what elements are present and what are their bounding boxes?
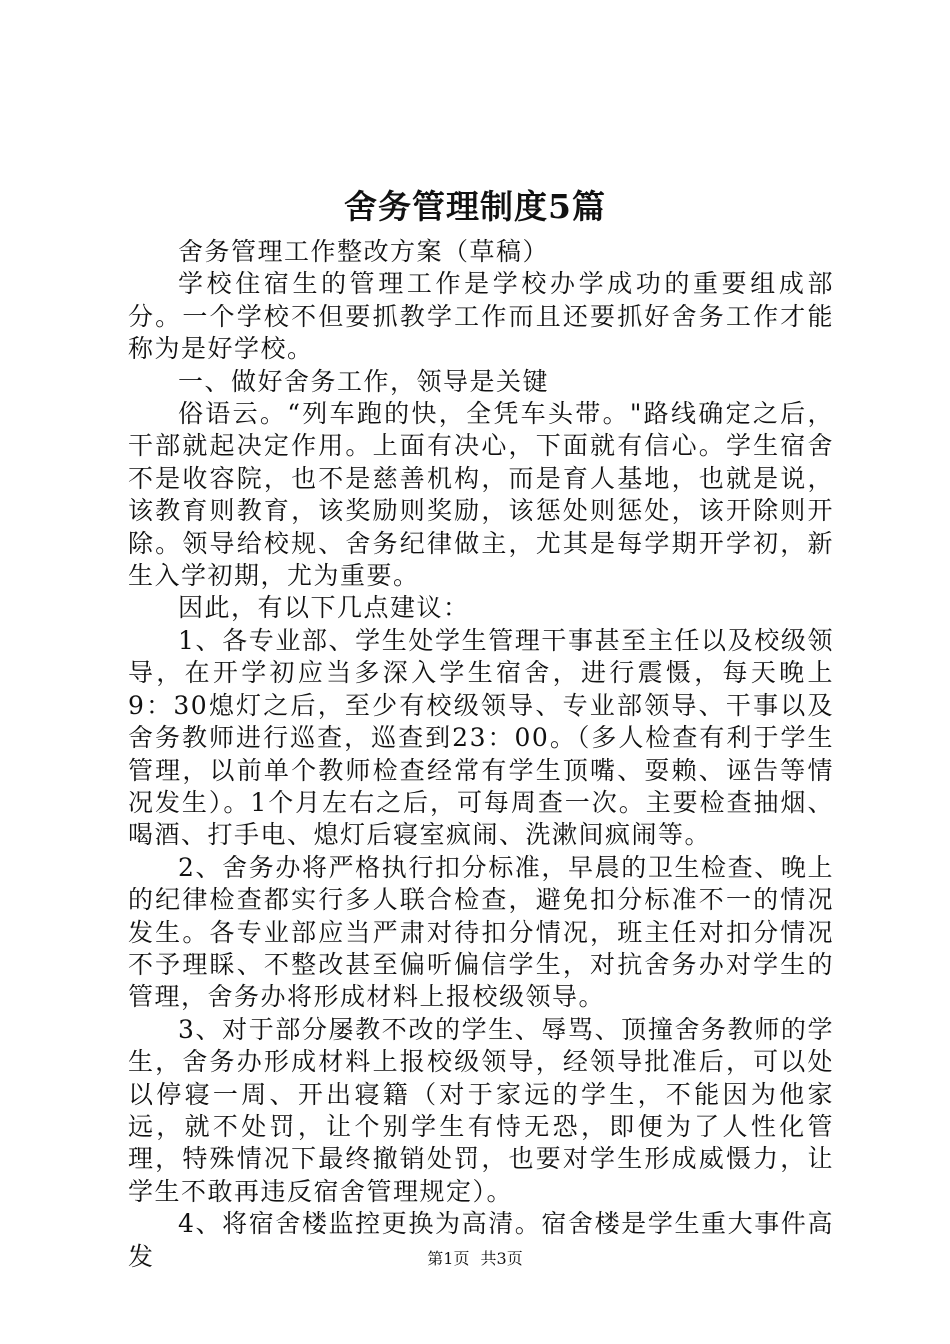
paragraph: 因此，有以下几点建议： <box>178 593 470 623</box>
page-footer <box>0 1248 950 1270</box>
document-title: 舍务管理制度5篇 <box>344 187 606 226</box>
paragraph: 3、对于部分屡教不改的学生、辱骂、顶撞舍务教师的学生，舍务办形成材料上报校级领导，经领导批准后，可以处以停寝一周、开出寝籍（对于家远的学生，不能因为他家远，就不处罚，让个别学生有恃无恐，即便为了人性化管理，特殊情况下最终撤销处罚，也要对学生形成威慑力，让学生不敢再违反宿舍管理规定）。 <box>128 1014 834 1206</box>
paragraph: 1、各专业部、学生处学生管理干事甚至主任以及校级领导，在开学初应当多深入学生宿舍，进行震慑，每天晚上9：30熄灯之后，至少有校级领导、专业部领导、干事以及舍务教师进行巡查，巡查到23：00。（多人检查有利于学生管理，以前单个教师检查经常有学生顶嘴、耍赖、诬告等情况发生）。1个月左右之后，可每周查一次。主要检查抽烟、喝酒、打手电、熄灯后寝室疯闹、洗漱间疯闹等。 <box>128 625 834 850</box>
paragraph: 舍务管理工作整改方案（草稿） <box>178 237 550 266</box>
paragraph: 2、舍务办将严格执行扣分标准，早晨的卫生检查、晚上的纪律检查都实行多人联合检查，避免扣分标准不一的情况发生。各专业部应当严肃对待扣分情况，班主任对扣分情况不予理睬、不整改甚至偏听偏信学生，对抗舍务办对学生的管理，舍务办将形成材料上报校级领导。 <box>128 852 834 1012</box>
document-body <box>128 236 834 1273</box>
paragraph: 4、将宿舍楼监控更换为高清。宿舍楼是学生重大事件高发 <box>128 1209 834 1271</box>
paragraph: 学校住宿生的管理工作是学校办学成功的重要组成部分。一个学校不但要抓教学工作而且还要抓好舍务工作才能称为是好学校。 <box>128 269 834 364</box>
page-number: 第1页 <box>427 1249 470 1268</box>
page-total: 共3页 <box>480 1249 523 1268</box>
paragraph: 俗语云。“列车跑的快，全凭车头带。"路线确定之后，干部就起决定作用。上面有决心，下面就有信心。学生宿舍不是收容院，也不是慈善机构，而是育人基地，也就是说，该教育则教育，该奖励则奖励，该惩处则惩处，该开除则开除。领导给校规、舍务纪律做主，尤其是每学期开学初，新生入学初期，尤为重要。 <box>128 399 834 591</box>
paragraph: 一、做好舍务工作，领导是关键 <box>178 366 550 396</box>
